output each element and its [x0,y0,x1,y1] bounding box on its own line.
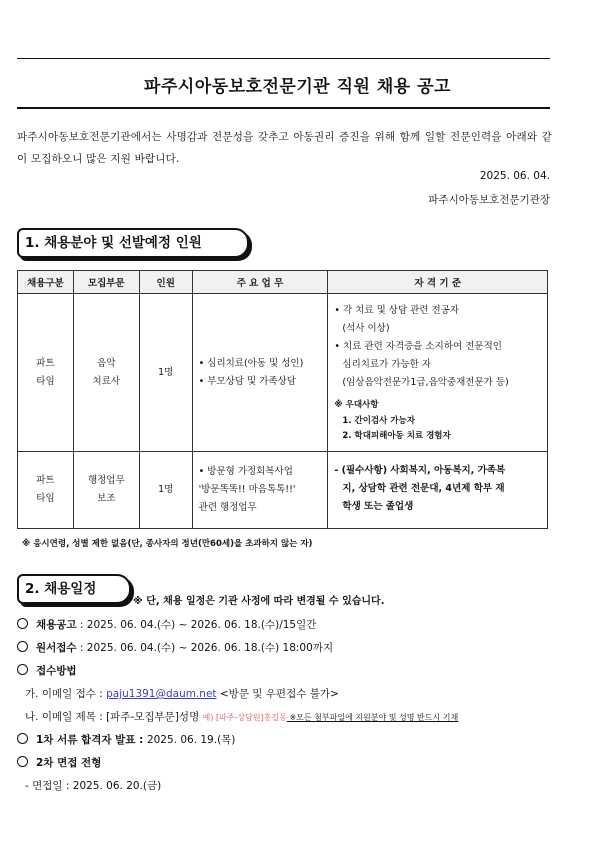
cell-count: 1명 [139,294,192,452]
top-rule [17,58,550,59]
circle-bullet-icon [17,641,28,652]
subject-note: ※모든 첨부파일에 지원분야 및 성명 반드시 기재 [286,713,459,722]
receive-line: 원서접수 : 2025. 06. 04.(수) ~ 2026. 06. 18.(수) 18:00까지 [17,640,333,655]
schedule-note: ※ 단, 채용 일정은 기관 사정에 따라 변경될 수 있습니다. [133,596,385,607]
recruit-table [17,270,548,529]
circle-bullet-icon [17,664,28,675]
header-count: 인원 [139,271,192,294]
header-quals: 자 격 기 준 [328,271,548,294]
eligibility-note: ※ 응시연령, 성별 제한 없음(단, 종사자의 정년(만60세)을 초과하지 않는 자) [22,539,313,549]
cell-duties: • 방문형 가정회복사업 '방문똑똑!! 마음톡톡!!' 관련 행정업무 [192,452,328,529]
circle-bullet-icon [17,733,28,744]
cell-count: 1명 [139,452,192,529]
email-line: 가. 이메일 접수 : paju1391@daum.net <방문 및 우편접수 불가> [25,688,339,700]
cell-type: 파트 타임 [18,294,74,452]
email-link[interactable]: paju1391@daum.net [106,688,217,700]
pref-title: ※ 우대사항 [334,399,379,410]
cell-dept: 행정업무 보조 [73,452,139,529]
interview-date-line: - 면접일 : 2025. 06. 20.(금) [25,780,162,792]
header-duties: 주 요 업 무 [192,271,328,294]
page-title: 파주시아동보호전문기관 직원 채용 공고 [144,77,451,97]
section2-heading: 2. 채용일정 [17,574,131,604]
subject-line: 나. 이메일 제목 : [파주-모집부문]성명 예) [파주-상담원]홍길동 ※모든 첨부파일에 지원분야 및 성명 반드시 기재 [25,711,459,723]
cell-quals: - (필수사항) 사회복지, 아동복지, 가족복 지, 상담학 관련 전문대, 4년제 학부 재 학생 또는 졸업생 [328,452,548,529]
cell-quals: • 각 치료 및 상담 관련 전공자 (석사 이상) • 치료 관련 자격증을 소지하여 전문적인 심리치료가 가능한 자 (임상음악전문가1급,음악중재전문가 등) ※ 우대사항 1. 간이검사 가능자 2. 학대피해아동 치료 경험자 [328,294,548,452]
cell-type: 파트 타임 [18,452,74,529]
interview-line: 2차 면접 전형 [17,755,101,770]
method-line: 접수방법 [17,663,77,678]
issuer: 파주시아동보호전문기관장 [428,194,550,206]
table-row [18,452,548,529]
circle-bullet-icon [17,756,28,767]
announcement-date: 2025. 06. 04. [479,170,550,182]
intro-text: 파주시아동보호전문기관에서는 사명감과 전문성을 갖추고 아동권리 증진을 위해 함께 일할 전문인력을 아래와 같이 모집하오니 많은 지원 바랍니다. [17,131,552,165]
header-type: 채용구분 [18,271,74,294]
table-row [18,294,548,452]
header-dept: 모집부문 [73,271,139,294]
cell-duties: • 심리치료(아동 및 성인) • 부모상담 및 가족상담 [192,294,328,452]
subject-example: 예) [파주-상담원]홍길동 [202,713,287,722]
announce-line: 채용공고 : 2025. 06. 04.(수) ~ 2026. 06. 18.(수)/15일간 [17,617,316,632]
cell-dept: 음악 치료사 [73,294,139,452]
result1-line: 1차 서류 합격자 발표 : 2025. 06. 19.(목) [17,732,235,747]
table-header-row [18,271,548,294]
circle-bullet-icon [17,618,28,629]
title-rule [17,107,550,109]
section1-heading: 1. 채용분야 및 선발예정 인원 [17,228,249,258]
